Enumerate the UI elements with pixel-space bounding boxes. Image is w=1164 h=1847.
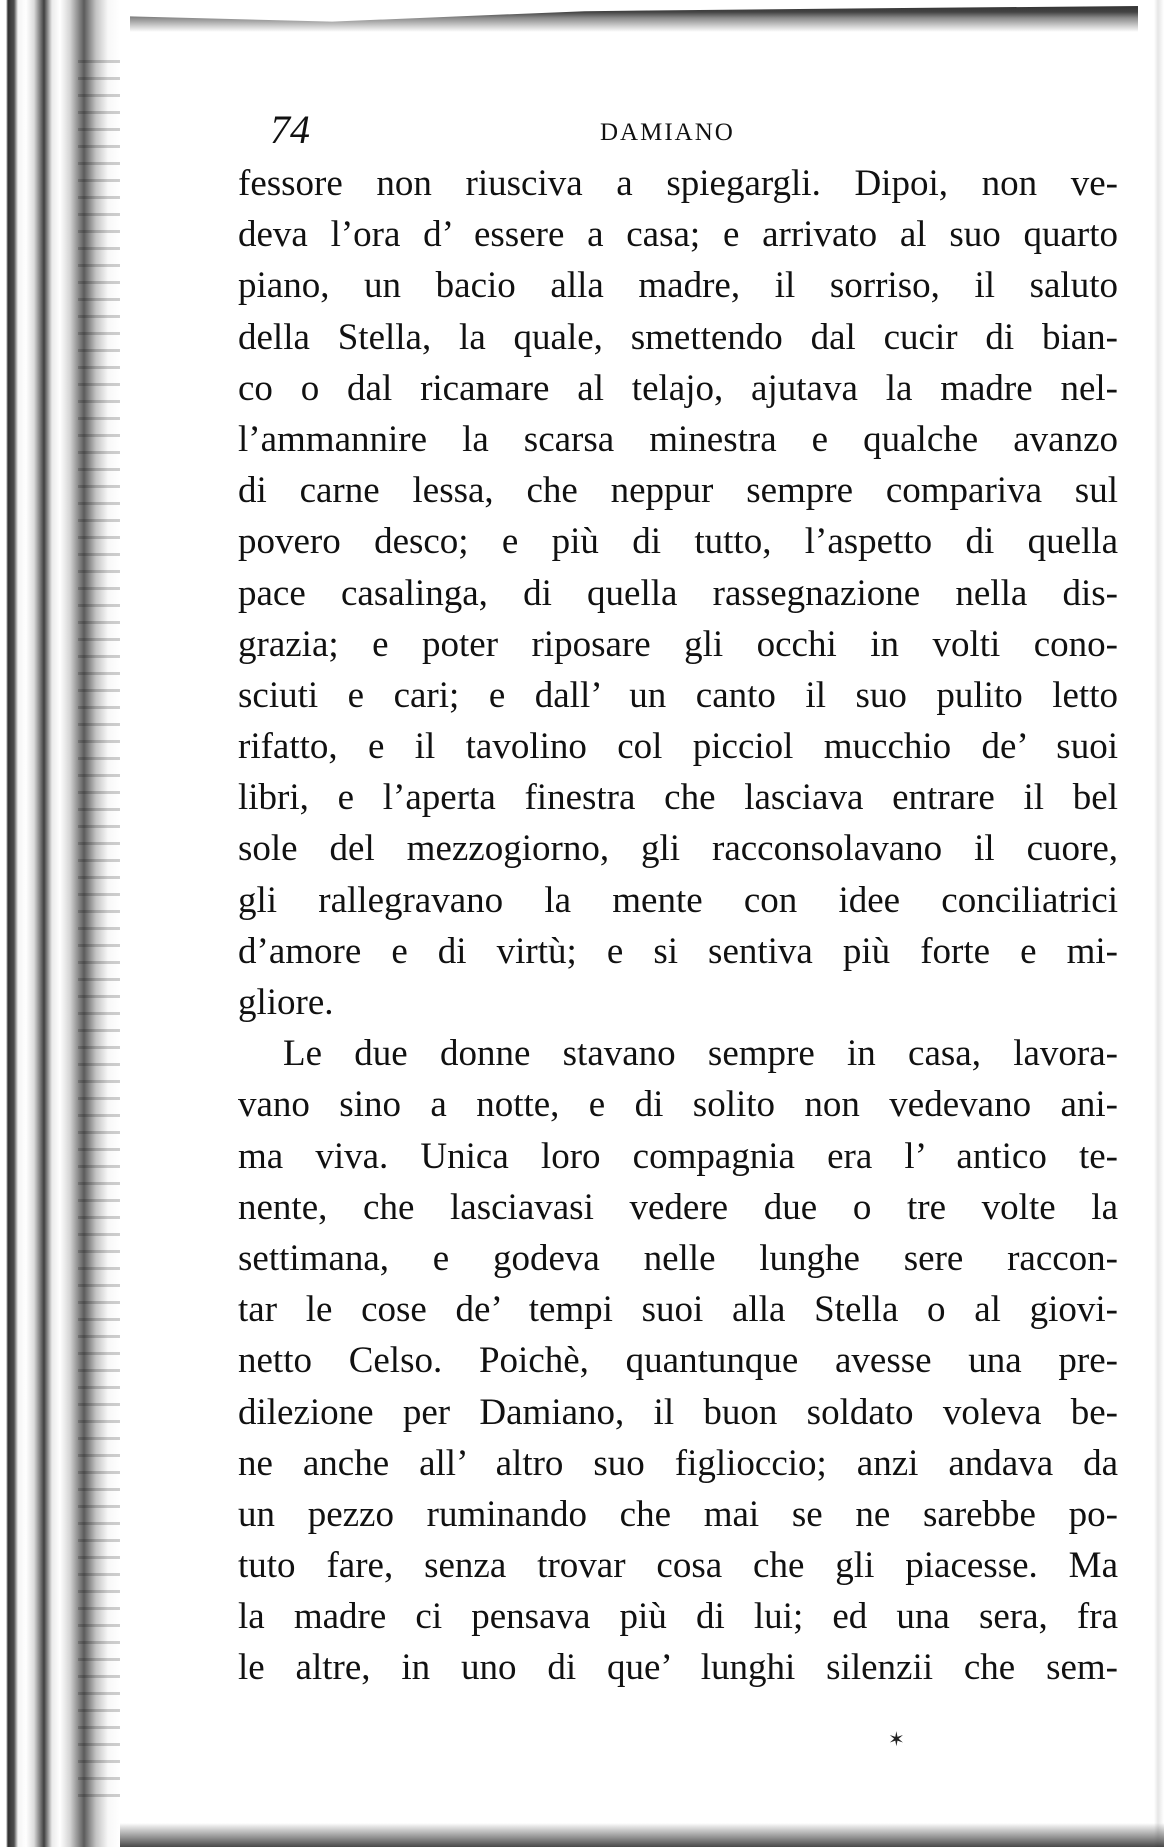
text-line: pace casalinga, di quella rassegnazione nella dis- xyxy=(238,572,1118,614)
top-page-edge xyxy=(130,6,1140,32)
text-line: co o dal ricamare al telajo, ajutava la madre nel- xyxy=(238,367,1118,409)
running-title: DAMIANO xyxy=(600,119,735,146)
bottom-page-edge xyxy=(120,1823,1164,1847)
right-page-edge xyxy=(1138,0,1164,1847)
text-line: della Stella, la quale, smettendo dal cucir di bian- xyxy=(238,316,1118,358)
text-line: rifatto, e il tavolino col picciol mucchio de’ suoi xyxy=(238,726,1118,768)
binding-shadow xyxy=(78,60,120,1800)
text-line: ne anche all’ altro suo figlioccio; anzi andava da xyxy=(238,1442,1118,1484)
text-line: d’amore e di virtù; e si sentiva più forte e mi- xyxy=(238,930,1118,972)
text-line: settimana, e godeva nelle lunghe sere raccon- xyxy=(238,1237,1118,1279)
text-line: sole del mezzogiorno, gli racconsolavano il cuore, xyxy=(238,828,1118,870)
text-line: l’ammannire la scarsa minestra e qualche avanzo xyxy=(238,418,1118,460)
body-text xyxy=(238,158,1118,1694)
text-line: deva l’ora d’ essere a casa; e arrivato al suo quarto xyxy=(238,214,1118,256)
text-line: tar le cose de’ tempi suoi alla Stella o al giovi- xyxy=(238,1289,1118,1331)
text-line: di carne lessa, che neppur sempre compariva sul xyxy=(238,470,1118,512)
text-line: un pezzo ruminando che mai se ne sarebbe po- xyxy=(238,1493,1118,1535)
ink-speck: ✶ xyxy=(888,1727,905,1751)
text-line: la madre ci pensava più di lui; ed una sera, fra xyxy=(238,1596,1118,1638)
page-number: 74 xyxy=(270,107,310,152)
text-line: dilezione per Damiano, il buon soldato voleva be- xyxy=(238,1391,1118,1433)
text-line: piano, un bacio alla madre, il sorriso, il saluto xyxy=(238,265,1118,307)
text-line: gliore. xyxy=(238,982,334,1023)
text-line: vano sino a notte, e di solito non vedevano ani- xyxy=(238,1084,1118,1126)
text-line: sciuti e cari; e dall’ un canto il suo pulito letto xyxy=(238,674,1118,716)
text-line: ma viva. Unica loro compagnia era l’ antico te- xyxy=(238,1135,1118,1177)
text-line: Le due donne stavano sempre in casa, lavora- xyxy=(283,1033,1118,1075)
text-line: tuto fare, senza trovar cosa che gli piacesse. Ma xyxy=(238,1545,1118,1587)
text-line: fessore non riusciva a spiegargli. Dipoi, non ve- xyxy=(238,163,1118,204)
text-line: nente, che lasciavasi vedere due o tre volte la xyxy=(238,1186,1118,1228)
text-line: grazia; e poter riposare gli occhi in volti cono- xyxy=(238,623,1118,665)
text-line: povero desco; e più di tutto, l’aspetto di quella xyxy=(238,521,1118,563)
text-line: libri, e l’aperta finestra che lasciava entrare il bel xyxy=(238,777,1118,819)
text-line: le altre, in uno di que’ lunghi silenzii che sem- xyxy=(238,1647,1118,1689)
running-head xyxy=(270,107,770,156)
text-line: gli rallegravano la mente con idee conciliatrici xyxy=(238,879,1118,921)
text-line: netto Celso. Poichè, quantunque avesse una pre- xyxy=(238,1340,1118,1382)
